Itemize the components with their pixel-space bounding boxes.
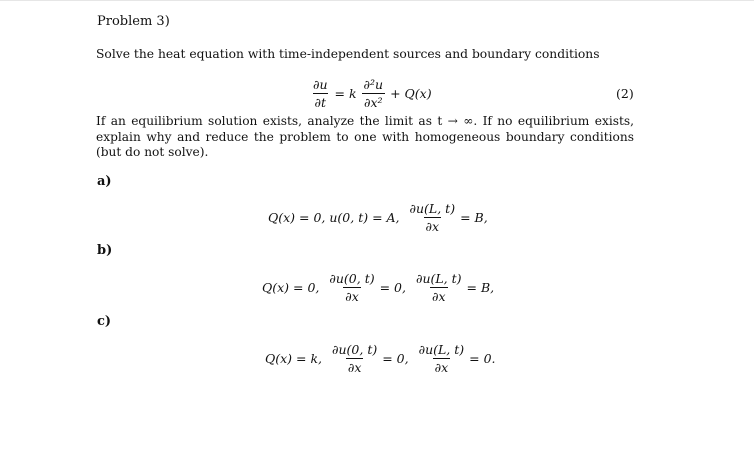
lhs-fraction: $\frac{\partial u}{\partial t}$ — [313, 77, 328, 110]
part-b-fraction-2: $\frac{\partial u(L, t)}{\partial x}$ — [415, 271, 462, 304]
heat-equation — [308, 78, 432, 109]
part-c-fraction-1: $\frac{\partial u(0, t)}{\partial x}$ — [332, 342, 378, 375]
part-b-label: b) — [97, 243, 113, 258]
part-a-equation: Q(x) = 0, u(0, t) = A, $\frac{\partial u(L, t)}{\partial x}$ = B, — [268, 201, 488, 234]
source-term: + Q(x) — [390, 86, 432, 101]
part-c-label: c) — [97, 314, 112, 329]
part-a-label: a) — [97, 174, 112, 189]
equals-k: = k — [334, 86, 357, 101]
part-a-fraction: $\frac{\partial u(L, t)}{\partial x}$ — [409, 201, 456, 234]
rhs-fraction: $\frac{\text{∂²u}}{\text{∂x²}}$ — [363, 77, 384, 110]
part-b-equation: Q(x) = 0, $\frac{\partial u(0, t)}{\partial x}$ = 0, $\frac{\partial u(L, t)}{\partial x}$ = B, — [262, 271, 495, 304]
equation-number: (2) — [616, 86, 634, 101]
instructions-paragraph: If an equilibrium solution exists, analyze the limit as t → ∞. If no equilibrium exists, explain why and reduce the problem to one with homogeneous boundary conditions (but do not solve). — [96, 114, 634, 160]
top-border — [0, 0, 754, 1]
part-c-equation: Q(x) = k, $\frac{\partial u(0, t)}{\partial x}$ = 0, $\frac{\partial u(L, t)}{\partial x}$ = 0. — [265, 342, 496, 375]
part-c-fraction-2: $\frac{\partial u(L, t)}{\partial x}$ — [418, 342, 465, 375]
problem-title: Problem 3) — [97, 14, 170, 29]
part-b-fraction-1: $\frac{\partial u(0, t)}{\partial x}$ — [329, 271, 375, 304]
problem-intro: Solve the heat equation with time-independent sources and boundary conditions — [96, 47, 600, 61]
